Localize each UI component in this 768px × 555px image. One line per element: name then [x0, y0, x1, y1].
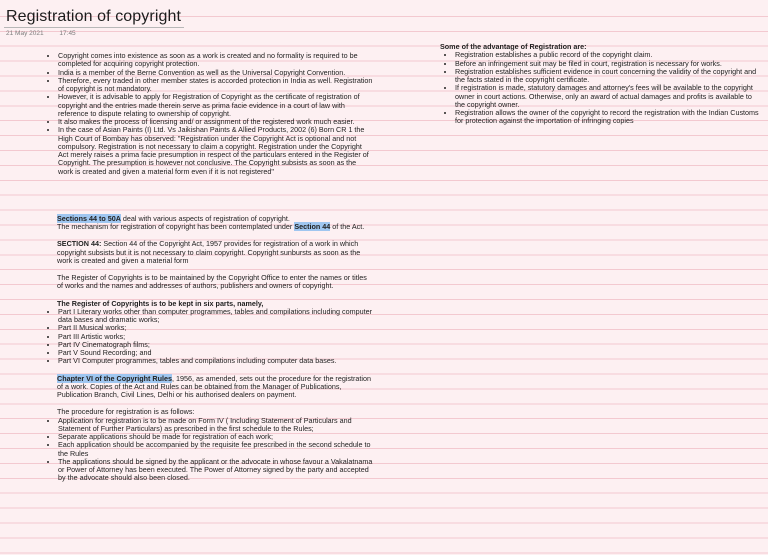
sections-paragraph — [47, 215, 373, 232]
list-item: • Therefore, every traded in other member states is accorded protection in India as well. Registration of copyright is not mandatory. — [58, 77, 373, 94]
intro-bullet-list — [47, 52, 373, 176]
list-item: • Each application should be accompanied by the requisite fee prescribed in the second schedule to the Rules — [58, 441, 373, 458]
title-divider — [4, 27, 184, 28]
list-item: • India is a member of the Berne Convention as well as the Universal Copyright Convention. — [58, 69, 373, 77]
chapter6-paragraph — [47, 375, 373, 400]
section44-text: Section 44 of the Copyright Act, 1957 provides for registration of a work in which copyright subsists but it is not necessary to claim copyright. Copyright sunbursts as soon as the work is created and given a material form — [57, 239, 361, 265]
chapter6-highlight: Chapter VI of the Copyright Rules — [57, 373, 173, 383]
sections-highlight: Sections 44 to 50A — [57, 213, 121, 223]
list-item: • Part IV Cinematograph films; — [58, 341, 373, 349]
list-item: • However, it is advisable to apply for Registration of Copyright as the certificate of registration of copyright and the entries made therein serve as prima facie evidence in a court of law with reference to dispute relating to ownership of copyright. — [58, 93, 373, 118]
advantages-heading: Some of the advantage of Registration are: — [440, 42, 587, 51]
six-parts-list — [47, 308, 373, 366]
list-item: • Registration establishes a public record of the copyright claim. — [455, 51, 760, 59]
mechanism-text: The mechanism for registration of copyright has been contemplated under — [57, 222, 295, 231]
list-item: • Registration allows the owner of the copyright to record the registration with the Indian Customs for protection against the importation of infringing copies — [455, 109, 760, 126]
sections-text: deal with various aspects of registration of copyright. — [120, 213, 290, 223]
list-item: • Part VI Computer programmes, tables and compilations including computer data bases. — [58, 357, 373, 365]
list-item: • The applications should be signed by the applicant or the advocate in whose favour a Vakalatnama or Power of Attorney has been executed. The Power of Attorney signed by the party and accepted by the advocate should also been closed. — [58, 458, 373, 483]
list-item: • Application for registration is to be made on Form IV ( Including Statement of Particulars and Statement of Further Particulars) as prescribed in the first schedule to the Rules; — [58, 417, 373, 434]
list-item: • Copyright comes into existence as soon as a work is created and no formality is required to be completed for acquiring copyright protection. — [58, 52, 373, 69]
list-item: • If registration is made, statutory damages and attorney's fees will be available to the copyright owner in court actions. Otherwise, only an award of actual damages and profits is available to the copyright owner. — [455, 84, 760, 109]
six-parts-heading: The Register of Copyrights is to be kept in six parts, namely, — [57, 298, 264, 308]
right-column — [440, 43, 760, 126]
procedure-heading: The procedure for registration is as follows: — [57, 407, 195, 417]
mechanism-text-end: of the Act. — [330, 222, 365, 231]
list-item: • It also makes the process of licensing and/ or assignment of the registered work much easier. — [58, 118, 373, 126]
advantages-list — [440, 51, 760, 125]
list-item: • Part I Literary works other than computer programmes, tables and compilations including computer data bases and dramatic works; — [58, 308, 373, 325]
section44-label: SECTION 44: — [57, 239, 102, 249]
list-item: • Part V Sound Recording; and — [58, 349, 373, 357]
register-paragraph: The Register of Copyrights is to be maintained by the Copyright Office to enter the names or titles of works and the names and addresses of authors, publishers and owners of copyright. — [57, 273, 367, 291]
list-item: • Part III Artistic works; — [58, 333, 373, 341]
list-item: • Separate applications should be made for registration of each work; — [58, 433, 373, 441]
list-item: • Part II Musical works; — [58, 324, 373, 332]
list-item: • Registration establishes sufficient evidence in court concerning the validity of the copyright and the facts stated in the copyright certificate. — [455, 68, 760, 85]
note-time: 17:45 — [59, 30, 76, 37]
section44-paragraph — [47, 240, 373, 265]
chapter6-text: , 1956, as amended, sets out the procedure for the registration of a work. Copies of the Act and Rules can be obtained from the Manager of Publications, Publication Branch, Civil Lines, Delhi or his authorised dealers on payment. — [57, 373, 371, 399]
list-item: • Before an infringement suit may be filed in court, registration is necessary for works. — [455, 60, 760, 68]
list-item: • In the case of Asian Paints (I) Ltd. Vs Jaikishan Paints & Allied Products, 2002 (6) Born CR 1 the High Court of Bombay has observed: "Registration under the Copyright Act is optional and not compulsory. Registration is not necessary to claim a copyright. Registration under the Copyright Act merely raises a prima facie presumption in respect of the particulars entered in the Register of Copyright. The presumption is however not conclusive. The Copyright subsists as soon as the work is created and given a material form even if it is not registered" — [58, 126, 373, 176]
note-meta — [6, 30, 90, 37]
procedure-list — [47, 417, 373, 483]
left-column — [47, 52, 373, 483]
section44-highlight: Section 44 — [294, 222, 331, 231]
note-date: 21 May 2021 — [6, 30, 44, 37]
note-title: Registration of copyright — [6, 8, 182, 25]
